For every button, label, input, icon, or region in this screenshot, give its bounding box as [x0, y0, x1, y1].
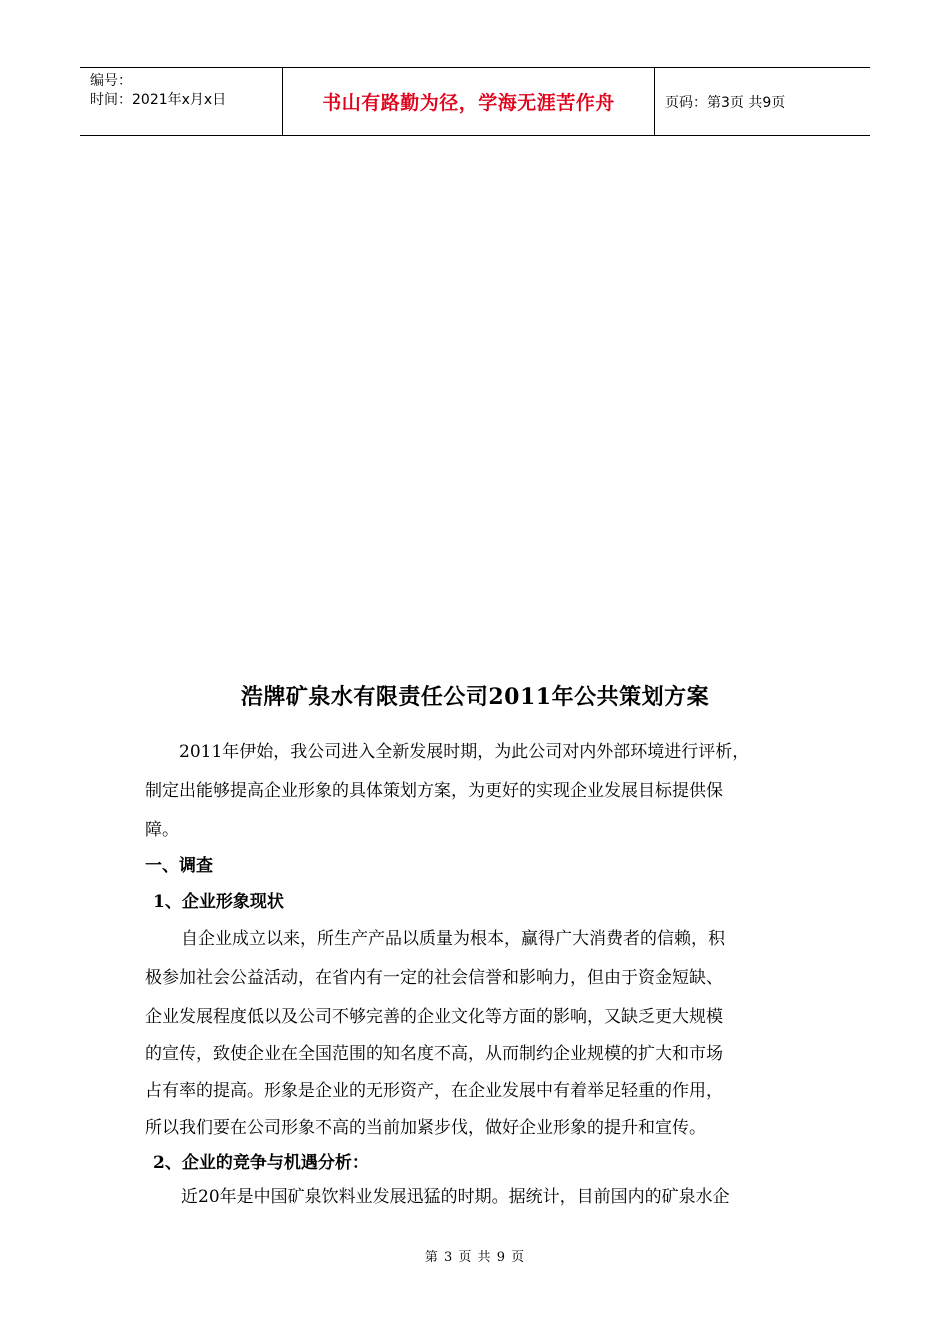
number-label: 编号： — [90, 73, 132, 89]
paragraph-line: 障。 — [145, 820, 179, 840]
paragraph-line: 制定出能够提高企业形象的具体策划方案，为更好的实现企业发展目标提供保 — [145, 781, 723, 801]
section-heading: 一、调查 — [145, 856, 213, 876]
subsection-heading: 1、企业形象现状 — [153, 892, 284, 912]
document-title: 浩牌矿泉水有限责任公司2011年公共策划方案 — [240, 684, 710, 710]
paragraph-line: 所以我们要在公司形象不高的当前加紧步伐，做好企业形象的提升和宣传。 — [145, 1118, 706, 1138]
paragraph-line: 的宣传，致使企业在全国范围的知名度不高，从而制约企业规模的扩大和市场 — [145, 1044, 723, 1064]
header-motto: 书山有路勤为径，学海无涯苦作舟 — [282, 68, 655, 135]
header-meta — [80, 68, 282, 135]
paragraph-line: 极参加社会公益活动，在省内有一定的社会信誉和影响力，但由于资金短缺、 — [145, 968, 723, 988]
paragraph-line: 占有率的提高。形象是企业的无形资产，在企业发展中有着举足轻重的作用， — [145, 1081, 723, 1101]
time-label: 时间：2021年x月x日 — [90, 92, 227, 108]
page-header — [80, 67, 870, 136]
header-page-info: 页码：第3页 共9页 — [665, 94, 786, 111]
paragraph-line: 2011年伊始，我公司进入全新发展时期，为此公司对内外部环境进行评析， — [179, 742, 750, 762]
page-footer: 第 3 页 共 9 页 — [424, 1250, 526, 1265]
paragraph-line: 近20年是中国矿泉饮料业发展迅猛的时期。据统计，目前国内的矿泉水企 — [181, 1187, 730, 1207]
subsection-heading: 2、企业的竞争与机遇分析： — [153, 1153, 369, 1173]
paragraph-line: 自企业成立以来，所生产产品以质量为根本，赢得广大消费者的信赖，积 — [181, 929, 725, 949]
paragraph-line: 企业发展程度低以及公司不够完善的企业文化等方面的影响，又缺乏更大规模 — [145, 1007, 723, 1027]
